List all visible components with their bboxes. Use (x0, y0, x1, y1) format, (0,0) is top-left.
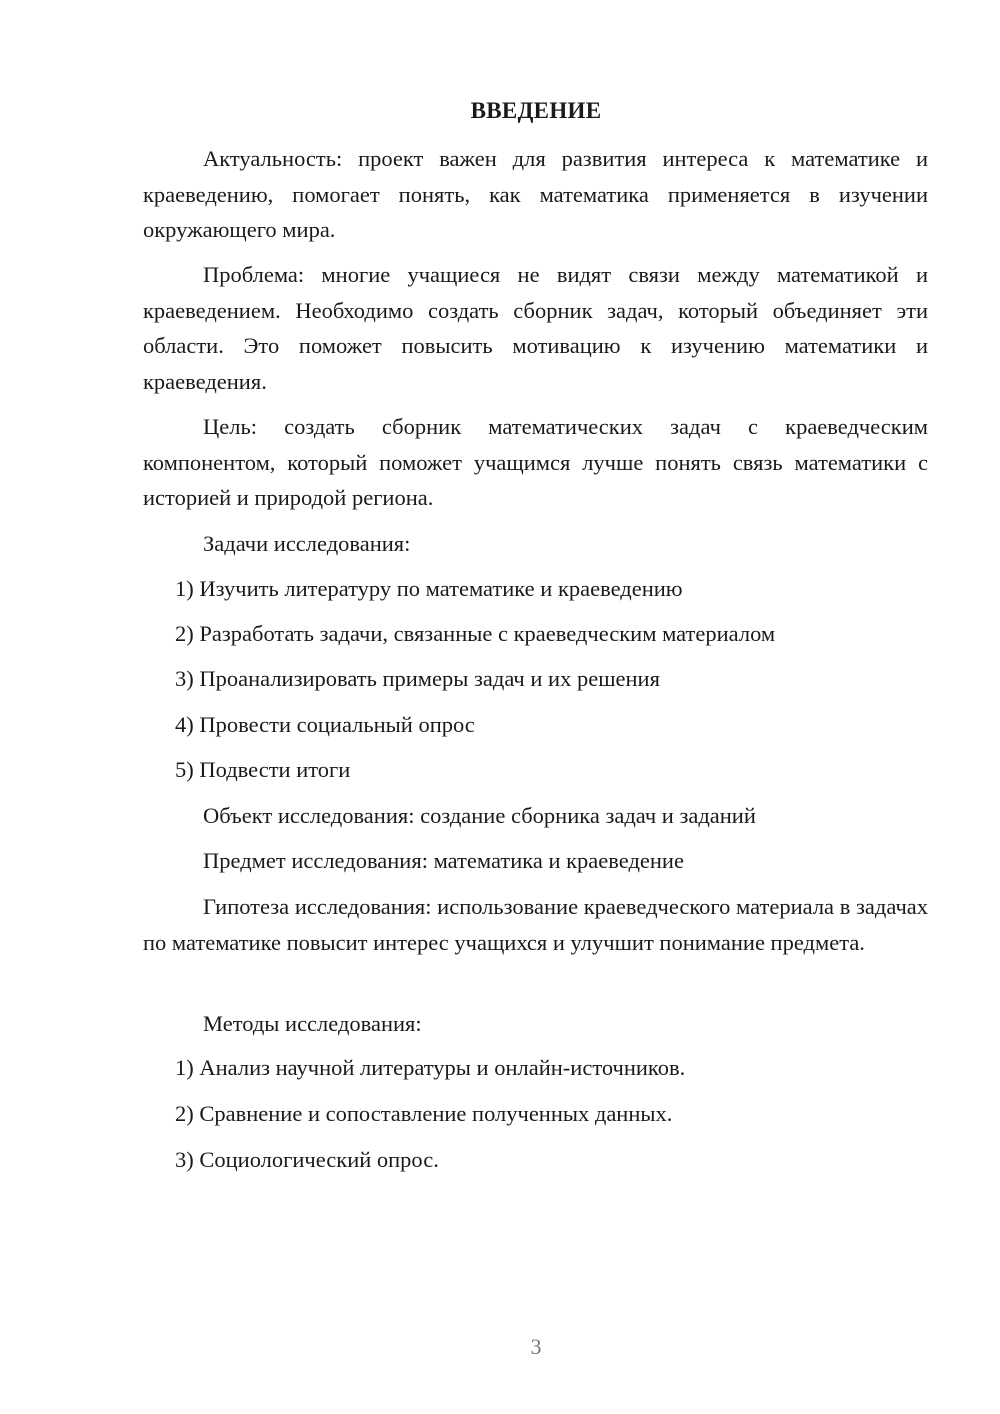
problem-text: Проблема: многие учащиеся не видят связи между математикой и краеведением. Необходимо создать сборник задач, который объединяет эти области. Это поможет повысить мотивацию к изучению математики и краеведения. (143, 262, 928, 394)
methods-heading: Методы исследования: (203, 1011, 422, 1036)
research-object: Объект исследования: создание сборника задач и заданий (203, 803, 756, 828)
relevance-text: Актуальность: проект важен для развития интереса к математике и краеведению, помогает понять, как математика применяется в изучении окружающего мира. (143, 146, 928, 242)
problem-paragraph (143, 257, 928, 399)
tasks-list-item: 5) Подвести итоги (175, 757, 351, 782)
tasks-heading: Задачи исследования: (203, 531, 411, 556)
hypothesis-text: Гипотеза исследования: использование краеведческого материала в задачах по математике повысит интерес учащихся и улучшит понимание предмета. (143, 894, 928, 955)
tasks-list-item: 2) Разработать задачи, связанные с краеведческим материалом (175, 621, 776, 646)
tasks-list-item: 3) Проанализировать примеры задач и их решения (175, 666, 660, 691)
page-number: 3 (530, 1334, 542, 1359)
tasks-list-item: 1) Изучить литературу по математике и краеведению (175, 576, 683, 601)
relevance-paragraph (143, 141, 928, 248)
methods-list-item: 2) Сравнение и сопоставление полученных данных. (175, 1101, 673, 1126)
goal-paragraph (143, 409, 928, 516)
goal-text: Цель: создать сборник математических задач с краеведческим компонентом, который поможет учащимся лучше понять связь математики с историей и природой региона. (143, 414, 928, 510)
section-title: ВВЕДЕНИЕ (470, 98, 602, 123)
hypothesis-paragraph (143, 889, 928, 960)
methods-list-item: 1) Анализ научной литературы и онлайн-источников. (175, 1055, 686, 1080)
research-subject: Предмет исследования: математика и краеведение (203, 848, 684, 873)
methods-list-item: 3) Социологический опрос. (175, 1147, 439, 1172)
tasks-list-item: 4) Провести социальный опрос (175, 712, 475, 737)
